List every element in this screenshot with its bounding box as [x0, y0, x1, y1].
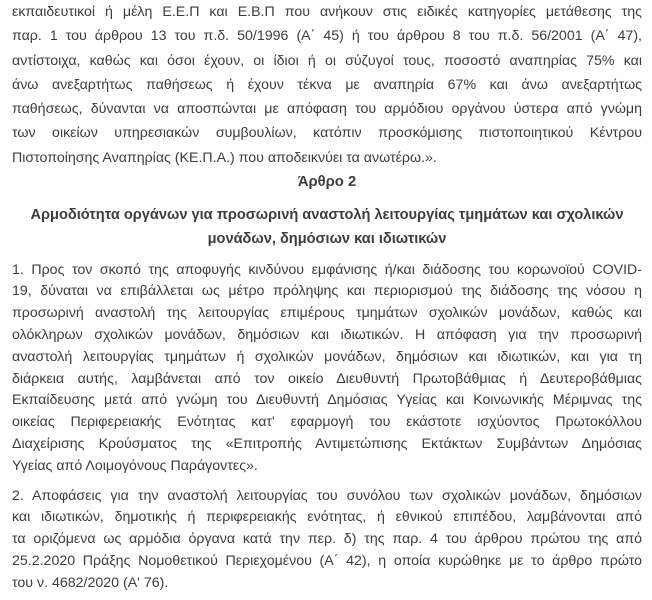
paragraph-2 [12, 486, 642, 595]
article-subtitle [12, 203, 642, 252]
text-line: προσωρινή αναστολή της λειτουργίας επιμέρους τμημάτων σχολικών μονάδων, καθώς και [12, 305, 642, 322]
text-line: παθήσεως, δύνανται να αποσπώνται με απόφαση του αρμόδιου οργάνου ύστερα από γνώμη [12, 101, 642, 118]
intro-paragraph [12, 0, 642, 170]
paragraph-1 [12, 260, 642, 478]
text-line: 2. Αποφάσεις για την αναστολή λειτουργίας του συνόλου των σχολικών μονάδων, δημόσιων [12, 487, 642, 504]
text-line: αντίστοιχα, καθώς και όσοι έχουν, οι ίδιοι ή οι σύζυγοί τους, ποσοστό αναπηρίας 75% και [12, 52, 642, 69]
text-line: ολόκληρων σχολικών μονάδων, δημόσιων και ιδιωτικών. Η απόφαση για την προσωρινή [12, 327, 642, 344]
article-title: Άρθρο 2 [297, 174, 357, 191]
article-subtitle-line: Αρμοδιότητα οργάνων για προσωρινή αναστολή λειτουργίας τμημάτων και σχολικών [30, 207, 624, 224]
text-line: του ν. 4682/2020 (Α' 76). [12, 574, 169, 591]
text-line: οικείας Περιφερειακής Ενότητας κατ' εφαρμογή του εκάστοτε ισχύοντος Πρωτοκόλλου [12, 414, 642, 431]
text-line: 25.2.2020 Πράξης Νομοθετικού Περιεχομένου (Α΄ 42), η οποία κυρώθηκε με το άρθρο πρώτο [12, 553, 642, 570]
text-line: Εκπαίδευσης μετά από γνώμη του Διευθυντή Δημόσιας Υγείας και Κοινωνικής Μέριμνας της [12, 392, 642, 409]
article-subtitle-line: μονάδων, δημόσιων και ιδιωτικών [207, 231, 447, 248]
text-line: αναστολή λειτουργίας τμημάτων ή σχολικών μονάδων, δημόσιων και ιδιωτικών, και για τη [12, 348, 642, 365]
text-line: 1. Προς τον σκοπό της αποφυγής κινδύνου εμφάνισης ή/και διάδοσης του κορωνοϊού COVID- [12, 261, 642, 278]
text-line: των οικείων υπηρεσιακών συμβουλίων, κατόπιν προσκόμισης πιστοποιητικού Κέντρου [12, 125, 642, 142]
text-line: και ιδιωτικών, δημοτικής ή περιφερειακής ενότητας, ή εθνικού επιπέδου, λαμβάνονται από [12, 509, 642, 526]
text-line: παρ. 1 του άρθρου 13 του π.δ. 50/1996 (Α΄ 45) ή του άρθρου 8 του π.δ. 56/2001 (Α΄ 47), [12, 28, 642, 45]
text-line: τα οριζόμενα ως αρμόδια όργανα κατά την περ. δ) της παρ. 4 του άρθρου πρώτου της από [12, 531, 642, 548]
text-line: εκπαιδευτικοί ή μέλη Ε.Ε.Π και Ε.Β.Π που ανήκουν στις ειδικές κατηγορίες μετάθεσης της [12, 4, 642, 20]
text-line: Πιστοποίησης Αναπηρίας (ΚΕ.Π.Α.) που αποδεικνύει τα ανωτέρω.». [12, 149, 437, 166]
text-line: 19, δύναται να επιβάλλεται ως μέτρο πρόληψης και περιορισμού της διάδοσης της νόσου η [12, 283, 642, 300]
text-line: Υγείας από Λοιμογόνους Παράγοντες». [12, 457, 258, 474]
text-line: άνω ανεξαρτήτως παθήσεως ή έχουν τέκνα με αναπηρία 67% και άνω ανεξαρτήτως [12, 76, 642, 93]
text-line: Διαχείρισης Κρούσματος της «Επιτροπής Αντιμετώπισης Εκτάκτων Συμβάντων Δημόσιας [12, 436, 642, 453]
text-line: διάρκεια αυτής, λαμβάνεται από τον οικείο Διευθυντή Πρωτοβάθμιας ή Δευτεροβάθμιας [12, 370, 642, 387]
